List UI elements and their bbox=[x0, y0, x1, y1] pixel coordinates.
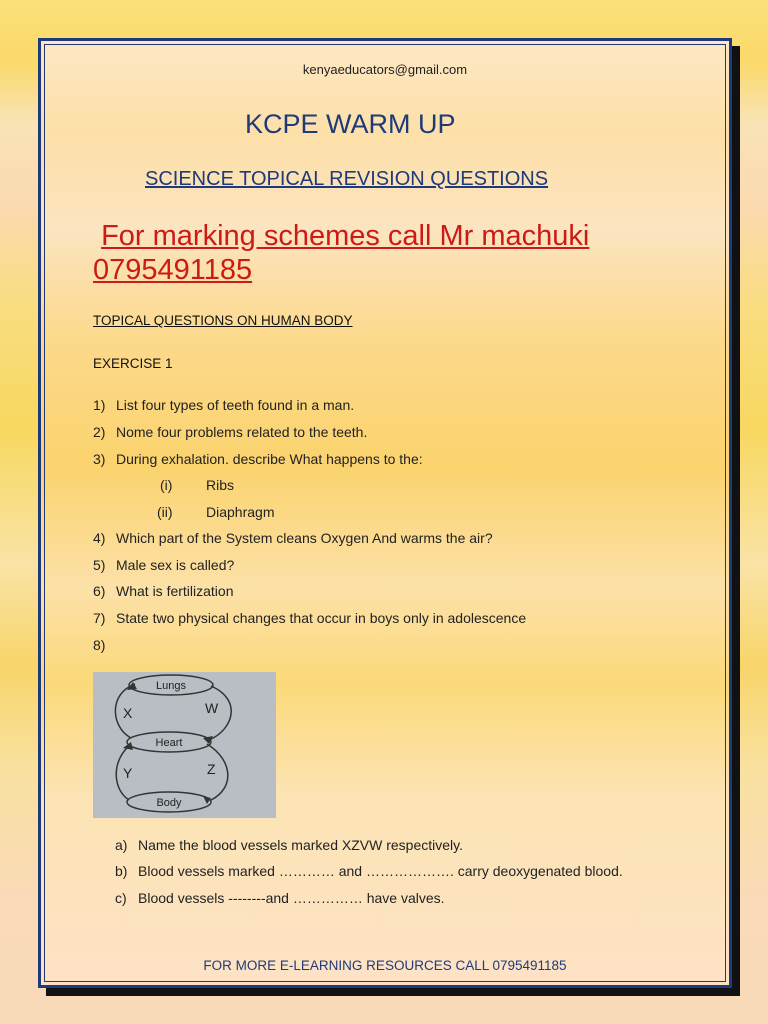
question-1 bbox=[93, 397, 354, 413]
part-letter: a) bbox=[115, 837, 128, 853]
question-4 bbox=[93, 530, 493, 546]
lungs-label: Lungs bbox=[156, 680, 186, 692]
marking-scheme-notice bbox=[93, 219, 653, 287]
question-2 bbox=[93, 424, 367, 440]
circulation-diagram-svg bbox=[93, 672, 276, 818]
sub-item-number: (i) bbox=[160, 477, 173, 493]
label-w: W bbox=[205, 700, 219, 716]
page-subtitle: SCIENCE TOPICAL REVISION QUESTIONS bbox=[145, 168, 549, 190]
email-header: kenyaeducators@gmail.com bbox=[302, 62, 468, 77]
footer-notice: FOR MORE E-LEARNING RESOURCES CALL 0795491185 bbox=[203, 958, 567, 973]
marking-line-1: For marking schemes call Mr machuki bbox=[101, 220, 590, 252]
question-text: Male sex is called? bbox=[116, 557, 235, 573]
document-page bbox=[38, 38, 732, 988]
page-title: KCPE WARM UP bbox=[245, 109, 456, 139]
question-number: 7) bbox=[93, 610, 106, 626]
question-text: During exhalation. describe What happens to the: bbox=[116, 451, 423, 467]
part-text: Name the blood vessels marked XZVW respectively. bbox=[138, 837, 463, 853]
part-text: Blood vessels --------and …………… have valves. bbox=[138, 890, 445, 906]
question-number: 4) bbox=[93, 530, 106, 546]
heart-label: Heart bbox=[155, 737, 183, 749]
question-3 bbox=[93, 451, 423, 467]
body-label: Body bbox=[156, 797, 182, 809]
sub-item-text: Ribs bbox=[206, 477, 235, 493]
sub-item-text: Diaphragm bbox=[206, 504, 275, 520]
part-a bbox=[115, 837, 463, 853]
question-7 bbox=[93, 610, 526, 626]
question-number: 6) bbox=[93, 583, 106, 599]
part-letter: b) bbox=[115, 863, 128, 879]
question-text: Which part of the System cleans Oxygen And warms the air? bbox=[116, 530, 493, 546]
part-text: Blood vessels marked ………… and ………………. carry deoxygenated blood. bbox=[138, 863, 623, 879]
marking-line-2: 0795491185 bbox=[93, 254, 253, 286]
question-number: 5) bbox=[93, 557, 106, 573]
topic-heading: TOPICAL QUESTIONS ON HUMAN BODY bbox=[93, 313, 353, 328]
question-text: List four types of teeth found in a man. bbox=[116, 397, 355, 413]
question-text: State two physical changes that occur in boys only in adolescence bbox=[116, 610, 527, 626]
question-text: What is fertilization bbox=[116, 583, 234, 599]
question-8 bbox=[93, 637, 116, 653]
part-letter: c) bbox=[115, 890, 127, 906]
question-6 bbox=[93, 583, 233, 599]
part-b bbox=[115, 863, 623, 879]
question-number: 8) bbox=[93, 637, 106, 653]
exercise-heading: EXERCISE 1 bbox=[93, 356, 173, 371]
question-number: 3) bbox=[93, 451, 106, 467]
circulation-diagram bbox=[93, 672, 276, 818]
label-y: Y bbox=[123, 765, 133, 781]
question-number: 1) bbox=[93, 397, 106, 413]
label-z: Z bbox=[207, 761, 216, 777]
sub-item-number: (ii) bbox=[157, 504, 173, 520]
label-x: X bbox=[123, 705, 133, 721]
question-text: Nome four problems related to the teeth. bbox=[116, 424, 368, 440]
part-c bbox=[115, 890, 445, 906]
question-5 bbox=[93, 557, 234, 573]
question-number: 2) bbox=[93, 424, 106, 440]
